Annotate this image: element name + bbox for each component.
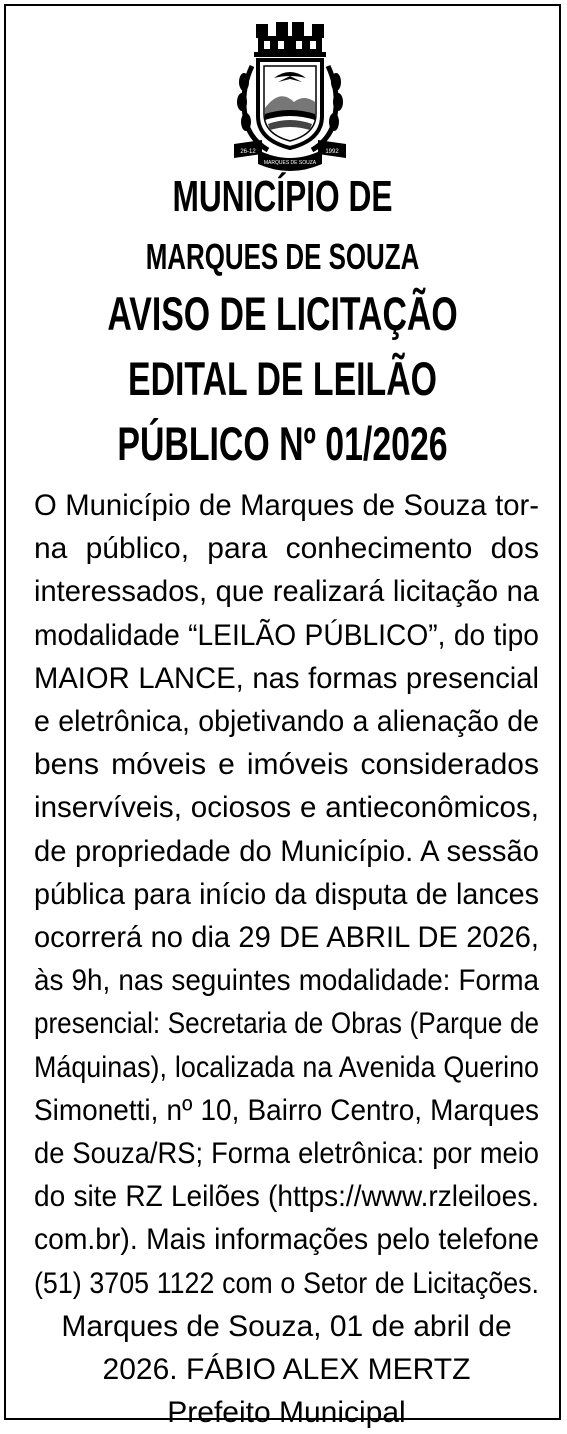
body-line: de Souza/RS; Forma eletrônica: por meio (34, 1137, 539, 1171)
notice-body (34, 484, 539, 1434)
body-line: presencial: Secretaria de Obras (Parque de (34, 1007, 539, 1041)
notice-frame (4, 4, 561, 1430)
body-line: MAIOR LANCE, nas formas presencial (34, 661, 540, 695)
body-line: e eletrônica, objetivando a alienação de (34, 705, 539, 739)
ribbon-center-text: MARQUES DE SOUZA (263, 160, 317, 166)
body-line: com.br). Mais informações pelo telefone (34, 1223, 540, 1257)
body-line: inservíveis, ociosos e antieconômicos, (34, 791, 540, 825)
body-line: (51) 3705 1122 com o Setor de Licitações. (34, 1266, 539, 1300)
ribbon-left-text: 26-12 (240, 149, 256, 155)
body-line: Máquinas), localizada na Avenida Querino (34, 1050, 540, 1084)
body-line: de propriedade do Município. A sessão (34, 834, 539, 868)
closing-line-role: Prefeito Municipal (167, 1396, 406, 1430)
closing-line-signatory: 2026. FÁBIO ALEX MERTZ (102, 1353, 471, 1387)
notice-title-line3: PÚBLICO Nº 01/2026 (117, 417, 448, 470)
municipality-line2: MARQUES DE SOUZA (145, 236, 420, 277)
ribbon-right-text: 1992 (325, 149, 339, 155)
body-line: modalidade “LEILÃO PÚBLICO”, do tipo (34, 618, 539, 652)
notice-title-line1: AVISO DE LICITAÇÃO (107, 287, 458, 340)
body-line: às 9h, nas seguintes modalidade: Forma (34, 964, 540, 998)
body-line: interessados, que realizará licitação na (34, 575, 540, 609)
municipality-line1: MUNICÍPIO DE (172, 172, 393, 221)
notice-title-line2: EDITAL DE LEILÃO (128, 352, 437, 405)
body-line: ocorrerá no dia 29 DE ABRIL DE 2026, (34, 921, 539, 955)
body-line: pública para início da disputa de lances (34, 877, 540, 911)
body-line: na público, para conhecimento dos (34, 532, 539, 566)
body-line: Simonetti, nº 10, Bairro Centro, Marques (34, 1093, 540, 1127)
body-line: do site RZ Leilões (https://www.rzleiloes. (34, 1180, 539, 1214)
crest-ribbon (228, 16, 352, 176)
body-line: O Município de Marques de Souza tor- (34, 489, 539, 522)
body-line: bens móveis e imóveis considerados (34, 748, 539, 782)
closing-line-date: Marques de Souza, 01 de abril de (61, 1309, 512, 1343)
